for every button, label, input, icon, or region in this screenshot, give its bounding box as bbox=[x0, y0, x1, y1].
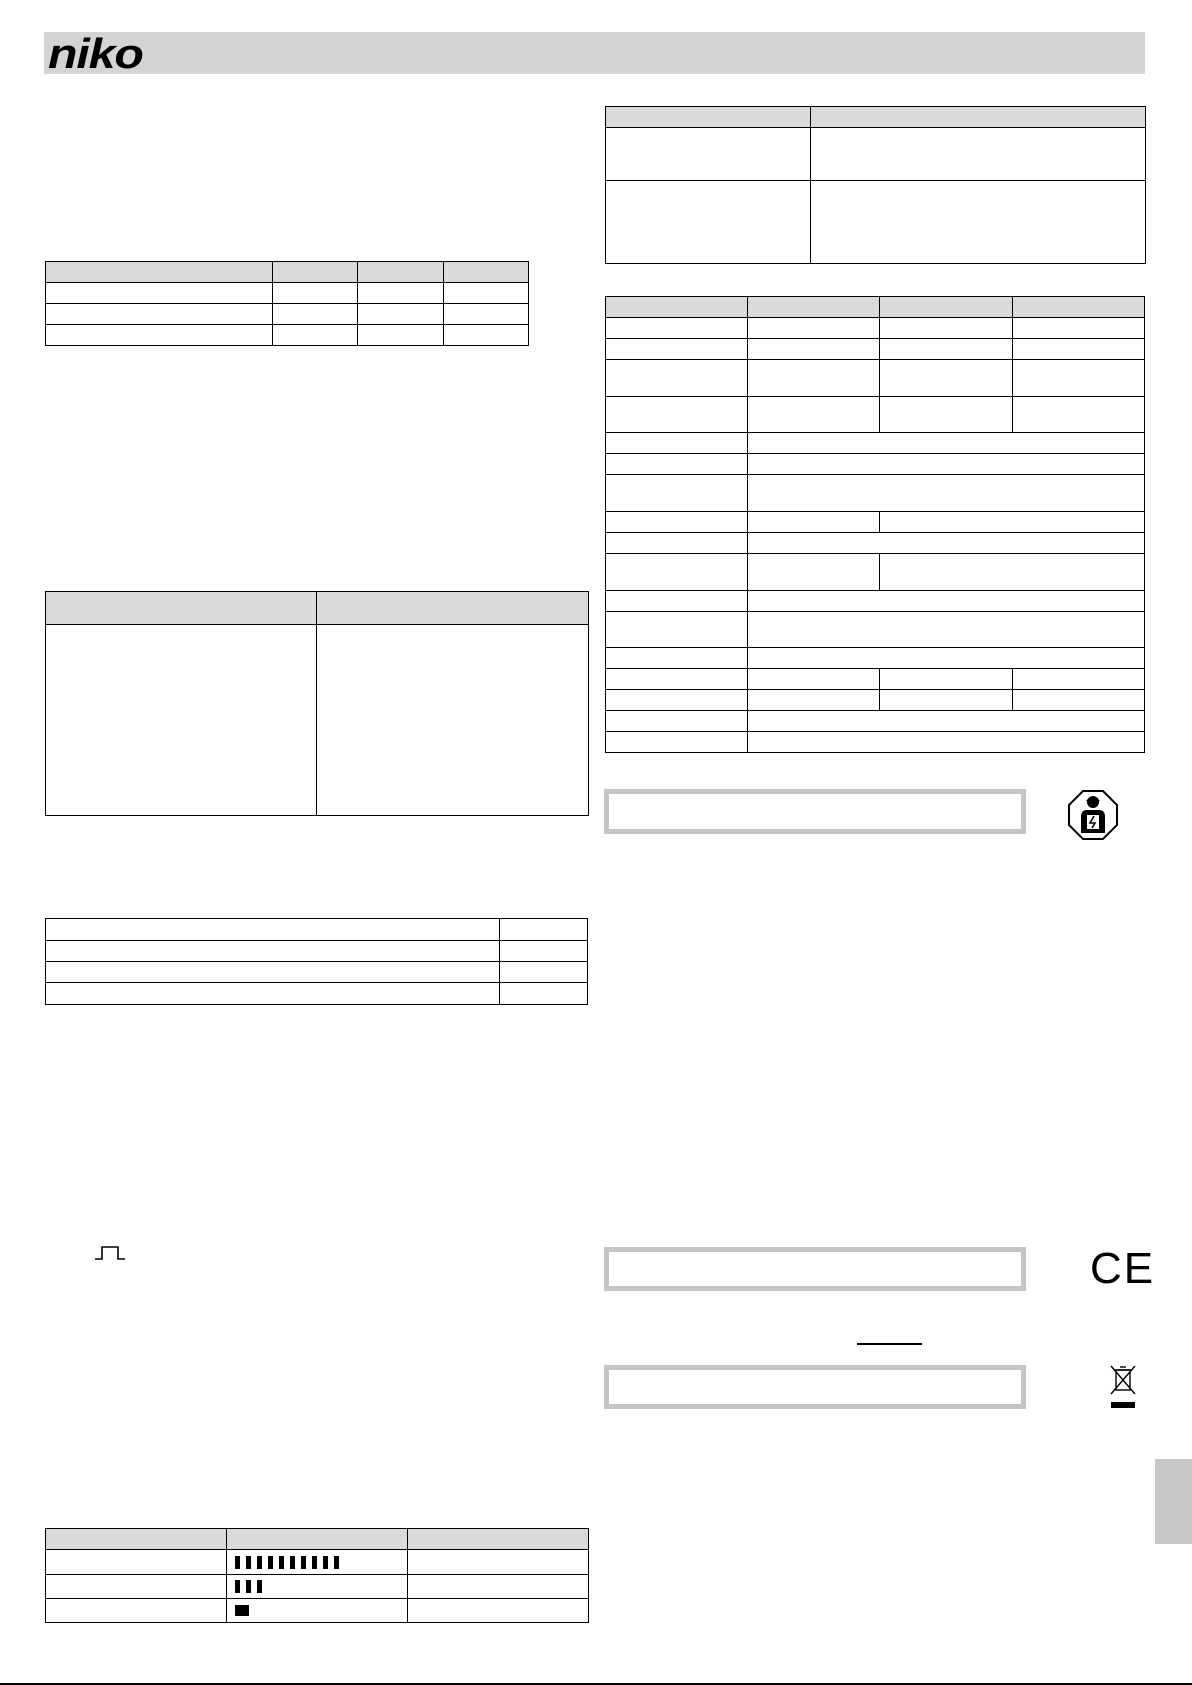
table-row bbox=[606, 475, 1145, 512]
table-row bbox=[606, 107, 1146, 128]
table-row bbox=[46, 1599, 589, 1623]
table-a bbox=[45, 261, 529, 346]
table-row bbox=[46, 919, 588, 941]
table-row bbox=[606, 690, 1145, 711]
table-row bbox=[606, 318, 1145, 339]
table-row bbox=[606, 397, 1145, 433]
table-row bbox=[606, 297, 1145, 318]
table-row bbox=[46, 283, 529, 304]
table-row bbox=[606, 648, 1145, 669]
level-block bbox=[227, 1599, 408, 1623]
ce-notice-box bbox=[604, 1247, 1026, 1291]
table-row bbox=[46, 625, 589, 816]
table-row bbox=[606, 554, 1145, 591]
electrician-safety-icon bbox=[1067, 789, 1119, 841]
table-row bbox=[46, 592, 589, 625]
table-c bbox=[45, 918, 588, 1005]
table-row bbox=[46, 983, 588, 1005]
language-side-tab bbox=[1155, 1459, 1192, 1544]
crossed-out-bin-icon bbox=[1108, 1364, 1138, 1410]
table-row bbox=[46, 941, 588, 962]
table-row bbox=[606, 711, 1145, 732]
header-bar bbox=[44, 32, 1145, 74]
table-row bbox=[606, 533, 1145, 554]
table-row bbox=[606, 512, 1145, 533]
table-row bbox=[606, 732, 1145, 753]
table-row bbox=[606, 128, 1146, 181]
warning-notice-box bbox=[604, 789, 1026, 834]
table-b bbox=[45, 591, 589, 816]
table-d bbox=[45, 1528, 589, 1623]
level-bars-full bbox=[227, 1550, 408, 1575]
ce-mark-icon: CE bbox=[1090, 1244, 1156, 1293]
pulse-signal-icon bbox=[94, 1245, 128, 1261]
table-row bbox=[606, 669, 1145, 690]
brand-logo: niko bbox=[48, 30, 143, 77]
table-row bbox=[46, 1575, 589, 1599]
underline-mark bbox=[857, 1343, 922, 1345]
disposal-notice-box bbox=[604, 1365, 1026, 1409]
table-row bbox=[606, 181, 1146, 264]
table-row bbox=[606, 612, 1145, 648]
level-bars-low bbox=[227, 1575, 408, 1599]
table-row bbox=[46, 962, 588, 983]
table-row bbox=[606, 591, 1145, 612]
table-e bbox=[605, 106, 1146, 264]
table-row bbox=[46, 1550, 589, 1575]
table-row bbox=[46, 304, 529, 325]
table-f bbox=[605, 296, 1145, 753]
table-row bbox=[606, 454, 1145, 475]
table-row bbox=[606, 433, 1145, 454]
table-row bbox=[46, 1529, 589, 1550]
table-row bbox=[606, 339, 1145, 360]
table-row bbox=[46, 262, 529, 283]
table-row bbox=[46, 325, 529, 346]
table-row bbox=[606, 360, 1145, 397]
